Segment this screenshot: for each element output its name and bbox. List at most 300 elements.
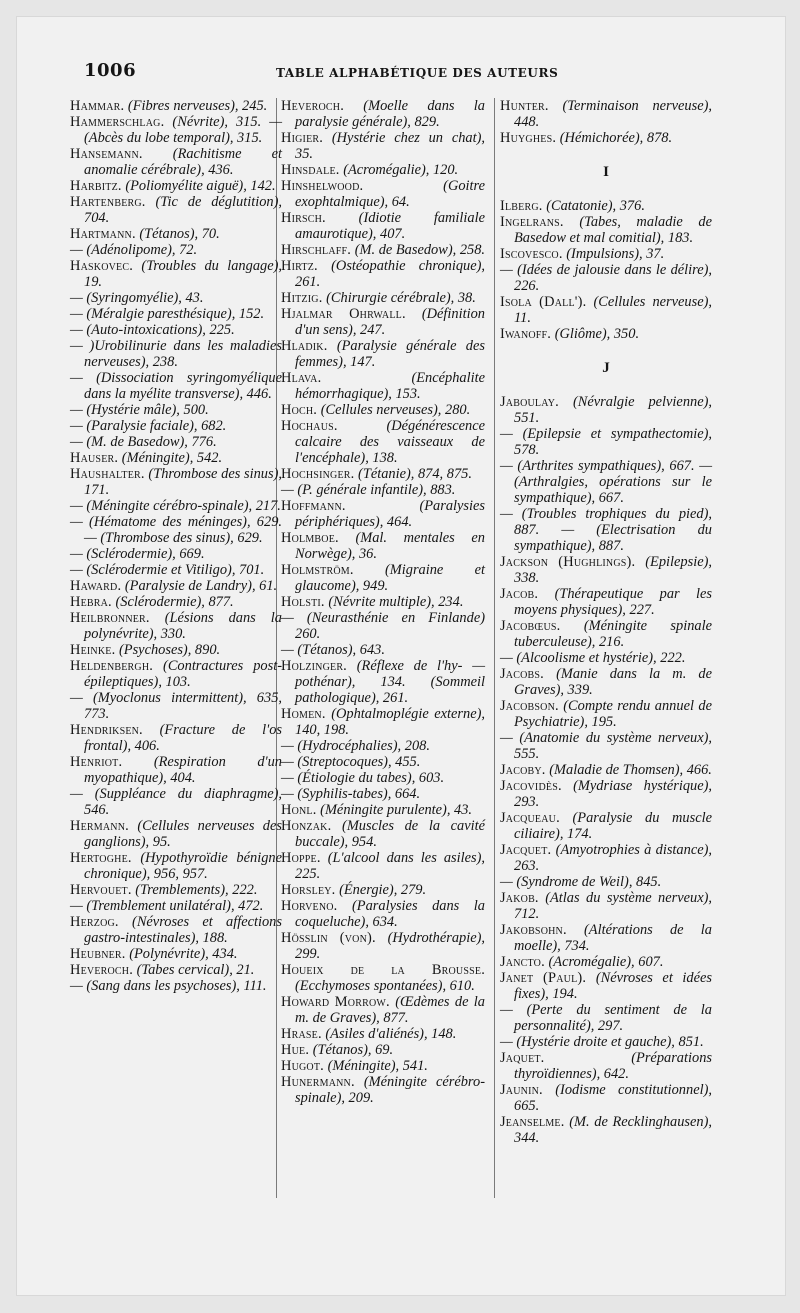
- entry-text: (Migraine et glaucome), 949.: [295, 562, 485, 594]
- author-name: Huyghes.: [500, 130, 557, 146]
- author-name: Heilbronner.: [70, 610, 150, 626]
- entry-text: (Goitre exophtalmique), 64.: [295, 178, 485, 210]
- index-entry: [500, 890, 712, 922]
- author-name: Jacquet.: [500, 842, 552, 858]
- index-entry: [281, 738, 485, 754]
- author-name: Horsley.: [281, 882, 336, 898]
- author-name: Honzak.: [281, 818, 332, 834]
- author-name: Janet (Paul).: [500, 970, 587, 986]
- section-letter: J: [602, 360, 610, 376]
- index-entry: [281, 658, 485, 706]
- entry-text: (Mal. mentales en Norwège), 36.: [295, 530, 485, 562]
- index-entry: [281, 594, 485, 610]
- index-entry: [281, 130, 485, 162]
- index-entry: [281, 338, 485, 370]
- page-number: 1006: [84, 60, 137, 81]
- index-entry: [500, 922, 712, 954]
- index-entry: [70, 658, 282, 690]
- index-entry: [281, 770, 485, 786]
- index-entry: [281, 754, 485, 770]
- author-name: Jacqueau.: [500, 810, 560, 826]
- author-name: Horveno.: [281, 898, 338, 914]
- author-name: Howard Morrow.: [281, 994, 390, 1010]
- entry-text: — (Hystérie mâle), 500.: [70, 402, 209, 418]
- entry-text: (Névrite), 315. — (Abcès du lobe temporal), 315.: [84, 114, 282, 146]
- entry-text: (Chirurgie cérébrale), 38.: [326, 290, 476, 306]
- entry-text: — (Méralgie paresthésique), 152.: [70, 306, 265, 322]
- index-entry: [281, 210, 485, 242]
- author-name: Hammar.: [70, 98, 125, 114]
- entry-text: — (Sclérodermie et Vitiligo), 701.: [70, 562, 265, 578]
- entry-text: — (Sclérodermie), 669.: [70, 546, 205, 562]
- entry-text: (Méningite), 541.: [327, 1058, 428, 1074]
- author-name: Hochsinger.: [281, 466, 355, 482]
- index-entry: [70, 450, 282, 466]
- entry-text: (Epilepsie), 338.: [514, 554, 712, 586]
- entry-text: (Iodisme constitutionnel), 665.: [514, 1082, 712, 1114]
- author-name: Ilberg.: [500, 198, 543, 214]
- author-name: Hinsdale.: [281, 162, 340, 178]
- entry-text: (Tétanie), 874, 875.: [358, 466, 472, 482]
- author-name: Jancto.: [500, 954, 545, 970]
- index-entry: [281, 994, 485, 1026]
- index-entry: [70, 546, 282, 562]
- index-entry: [281, 418, 485, 466]
- index-entry: [500, 778, 712, 810]
- index-entry: [500, 294, 712, 326]
- entry-text: — (Auto-intoxications), 225.: [70, 322, 235, 338]
- entry-text: (Compte rendu annuel de Psychiatrie), 195.: [514, 698, 712, 730]
- author-name: Hartmann.: [70, 226, 136, 242]
- index-entry: [500, 970, 712, 1002]
- entry-text: (Gliôme), 350.: [554, 326, 640, 342]
- entry-text: (Tabes cervical), 21.: [136, 962, 255, 978]
- entry-text: — (Syndrome de Weil), 845.: [500, 874, 662, 890]
- index-entry: [281, 818, 485, 850]
- index-entry: [70, 594, 282, 610]
- author-name: Houeix de la Brousse.: [281, 962, 485, 978]
- index-entry: [70, 498, 282, 514]
- index-entry: [500, 262, 712, 294]
- entry-text: — (Alcoolisme et hystérie), 222.: [500, 650, 686, 666]
- entry-text: — )Urobilinurie dans les maladies nerveuses), 238.: [70, 338, 282, 370]
- index-entry: [70, 962, 282, 978]
- author-name: Jacobœus.: [500, 618, 561, 634]
- index-entry: [500, 326, 712, 342]
- entry-text: — (Troubles trophiques du pied), 887. — (Electrisation du sympathique), 887.: [500, 506, 712, 554]
- entry-text: (Terminaison nerveuse), 448.: [514, 98, 712, 130]
- entry-text: (Hystérie chez un chat), 35.: [295, 130, 485, 162]
- index-entry: [500, 1050, 712, 1082]
- author-name: Hendriksen.: [70, 722, 143, 738]
- author-name: Ingelrans.: [500, 214, 564, 230]
- entry-text: (Hémichorée), 878.: [559, 130, 673, 146]
- author-name: Haskovec.: [70, 258, 134, 274]
- entry-text: — (Syringomyélie), 43.: [70, 290, 204, 306]
- entry-text: (Névroses et idées fixes), 194.: [514, 970, 712, 1002]
- index-entry: [70, 642, 282, 658]
- entry-text: (Fracture de l'os frontal), 406.: [84, 722, 282, 754]
- index-entry: [70, 114, 282, 146]
- index-entry: [70, 562, 282, 578]
- author-name: Hugot.: [281, 1058, 324, 1074]
- index-entry: [500, 762, 712, 778]
- author-name: Hervouet.: [70, 882, 132, 898]
- index-entry: [281, 98, 485, 130]
- entry-text: — (Paralysie faciale), 682.: [70, 418, 227, 434]
- author-name: Hunter.: [500, 98, 549, 114]
- index-entry: [500, 954, 712, 970]
- author-name: Hirtz.: [281, 258, 318, 274]
- entry-text: (Définition d'un sens), 247.: [295, 306, 485, 338]
- entry-text: (Catatonie), 376.: [546, 198, 645, 214]
- index-entry: [500, 1002, 712, 1034]
- index-entry: [281, 786, 485, 802]
- index-entry: [500, 394, 712, 426]
- entry-text: (Œdèmes de la m. de Graves), 877.: [295, 994, 485, 1026]
- entry-text: — (Sang dans les psychoses), 111.: [70, 978, 267, 994]
- entry-text: (Énergie), 279.: [339, 882, 427, 898]
- index-entry: [70, 98, 282, 114]
- author-name: Higier.: [281, 130, 324, 146]
- author-name: Honl.: [281, 802, 317, 818]
- entry-text: (Asiles d'aliénés), 148.: [325, 1026, 457, 1042]
- entry-text: (Psychoses), 890.: [119, 642, 221, 658]
- index-entry: [70, 722, 282, 754]
- index-entry: [70, 194, 282, 226]
- entry-text: (Méningite purulente), 43.: [320, 802, 473, 818]
- index-entry: [281, 962, 485, 994]
- index-entry: [500, 842, 712, 874]
- entry-text: (L'alcool dans les asiles), 225.: [295, 850, 485, 882]
- entry-text: (Acromégalie), 607.: [548, 954, 664, 970]
- author-name: Iwanoff.: [500, 326, 552, 342]
- author-name: Hartenberg.: [70, 194, 146, 210]
- index-entry: [281, 530, 485, 562]
- entry-text: (Hydrothérapie), 299.: [295, 930, 485, 962]
- author-name: Jacoby.: [500, 762, 546, 778]
- author-name: Jacobs.: [500, 666, 544, 682]
- index-entry: [70, 578, 282, 594]
- entry-text: (Névroses et affections gastro-intestinales), 188.: [84, 914, 282, 946]
- index-entry: [500, 246, 712, 262]
- index-entry: [281, 370, 485, 402]
- author-name: Hoch.: [281, 402, 318, 418]
- entry-text: (Paralysie du muscle ciliaire), 174.: [514, 810, 712, 842]
- entry-text: (Poliomyélite aiguë), 142.: [125, 178, 276, 194]
- index-entry: [70, 754, 282, 786]
- author-name: Hochaus.: [281, 418, 338, 434]
- index-entry: [281, 402, 485, 418]
- index-entry: [500, 98, 712, 130]
- entry-text: (Amyotrophies à distance), 263.: [514, 842, 712, 874]
- index-entry: [500, 698, 712, 730]
- index-entry: [70, 242, 282, 258]
- index-entry: [500, 1114, 712, 1146]
- index-entry: [500, 426, 712, 458]
- index-entry: [70, 402, 282, 418]
- index-entry: [70, 914, 282, 946]
- author-name: Jaunin.: [500, 1082, 543, 1098]
- index-entry: [500, 730, 712, 762]
- entry-text: (Cellules nerveuse), 11.: [514, 294, 712, 326]
- index-entry: [70, 146, 282, 178]
- entry-text: (M. de Recklinghausen), 344.: [514, 1114, 712, 1146]
- index-entry: [70, 786, 282, 818]
- index-entry: [500, 198, 712, 214]
- author-name: Isola (Dall').: [500, 294, 587, 310]
- index-entry: [281, 802, 485, 818]
- entry-text: (Sclérodermie), 877.: [115, 594, 234, 610]
- index-entry: [70, 290, 282, 306]
- author-name: Jacob.: [500, 586, 539, 602]
- index-entry: [70, 258, 282, 290]
- author-name: Heveroch.: [70, 962, 134, 978]
- author-name: Holzinger.: [281, 658, 347, 674]
- author-name: Henriot.: [70, 754, 123, 770]
- entry-text: — (Tétanos), 643.: [281, 642, 385, 658]
- index-entry: [281, 930, 485, 962]
- entry-text: (Cellules nerveuses), 280.: [320, 402, 471, 418]
- author-name: Hansemann.: [70, 146, 143, 162]
- entry-text: (Tabes, maladie de Basedow et mal comitial), 183.: [514, 214, 712, 246]
- entry-text: (Ophtalmoplégie externe), 140, 198.: [295, 706, 485, 738]
- index-entry: [281, 1026, 485, 1042]
- index-entry: [70, 882, 282, 898]
- index-entry: [500, 554, 712, 586]
- author-name: Hrase.: [281, 1026, 322, 1042]
- index-entry: [70, 178, 282, 194]
- author-name: Haushalter.: [70, 466, 145, 482]
- entry-text: (Tétanos), 69.: [312, 1042, 394, 1058]
- entry-text: (Méningite spinale tuberculeuse), 216.: [514, 618, 712, 650]
- author-name: Hirsch.: [281, 210, 326, 226]
- author-name: Heubner.: [70, 946, 126, 962]
- index-entry: [281, 706, 485, 738]
- entry-text: (Paralysie générale des femmes), 147.: [295, 338, 485, 370]
- author-name: Hertoghe.: [70, 850, 132, 866]
- section-letter: I: [603, 164, 609, 180]
- index-entry: [281, 882, 485, 898]
- entry-text: (Rachitisme et anomalie cérébrale), 436.: [84, 146, 282, 178]
- entry-text: (Polynévrite), 434.: [129, 946, 238, 962]
- entry-text: (Thrombose des sinus), 171.: [84, 466, 282, 498]
- index-entry: [500, 506, 712, 554]
- entry-text: (Troubles du langage), 19.: [84, 258, 282, 290]
- entry-text: — (Epilepsie et sympathectomie), 578.: [500, 426, 712, 458]
- index-entry: [500, 874, 712, 890]
- index-entry: [70, 466, 282, 498]
- entry-text: (Moelle dans la paralysie générale), 829.: [295, 98, 485, 130]
- author-name: Hirschlaff.: [281, 242, 352, 258]
- index-entry: [500, 666, 712, 698]
- author-name: Holsti.: [281, 594, 325, 610]
- index-entry: [70, 418, 282, 434]
- index-entry: [70, 978, 282, 994]
- entry-text: — (Suppléance du diaphragme), 546.: [70, 786, 282, 818]
- entry-text: — (Hydrocéphalies), 208.: [281, 738, 430, 754]
- author-name: Hösslin (von).: [281, 930, 376, 946]
- index-entry: [500, 458, 712, 506]
- author-name: Hauser.: [70, 450, 119, 466]
- index-entry: [70, 306, 282, 322]
- entry-text: — (Étiologie du tabes), 603.: [281, 770, 445, 786]
- index-entry: [70, 226, 282, 242]
- index-entry: [281, 1074, 485, 1106]
- entry-text: (Respiration d'un myopathique), 404.: [84, 754, 282, 786]
- author-name: Hermann.: [70, 818, 129, 834]
- author-name: Jacovidès.: [500, 778, 562, 794]
- index-entry: [281, 242, 485, 258]
- entry-text: — (P. générale infantile), 883.: [281, 482, 456, 498]
- author-name: Heldenbergh.: [70, 658, 154, 674]
- entry-text: — (Streptocoques), 455.: [281, 754, 421, 770]
- index-entry: [500, 650, 712, 666]
- entry-text: (Préparations thyroïdiennes), 642.: [514, 1050, 712, 1082]
- entry-text: — (M. de Basedow), 776.: [70, 434, 217, 450]
- author-name: Harbitz.: [70, 178, 122, 194]
- author-name: Hlava.: [281, 370, 322, 386]
- entry-text: (Manie dans la m. de Graves), 339.: [514, 666, 712, 698]
- author-name: Hammerschlag.: [70, 114, 165, 130]
- entry-text: — (Adénolipome), 72.: [70, 242, 198, 258]
- entry-text: (Mydriase hystérique), 293.: [514, 778, 712, 810]
- author-name: Hjalmar Ohrwall.: [281, 306, 406, 322]
- index-entry: [70, 946, 282, 962]
- entry-text: — (Hystérie droite et gauche), 851.: [500, 1034, 704, 1050]
- index-entry: [281, 850, 485, 882]
- entry-text: (Dégénérescence calcaire des vaisseaux de l'encéphale), 138.: [295, 418, 485, 466]
- author-name: Holmboe.: [281, 530, 339, 546]
- index-entry: [281, 258, 485, 290]
- author-name: Jeanselme.: [500, 1114, 565, 1130]
- entry-text: (Cellules nerveuses des ganglions), 95.: [84, 818, 282, 850]
- author-name: Herzog.: [70, 914, 119, 930]
- author-name: Hebra.: [70, 594, 112, 610]
- author-name: Hoffmann.: [281, 498, 346, 514]
- entry-text: (Tremblements), 222.: [135, 882, 258, 898]
- index-entry: [500, 130, 712, 146]
- index-entry: [281, 290, 485, 306]
- entry-text: (Lésions dans la polynévrite), 330.: [84, 610, 282, 642]
- entry-text: (Méningite cérébro-spinale), 209.: [295, 1074, 485, 1106]
- entry-text: — (Tremblement unilatéral), 472.: [70, 898, 264, 914]
- author-name: Jaquet.: [500, 1050, 545, 1066]
- author-name: Hue.: [281, 1042, 310, 1058]
- author-name: Jakob.: [500, 890, 539, 906]
- entry-text: (Acromégalie), 120.: [343, 162, 459, 178]
- entry-text: — (Idées de jalousie dans le délire), 226.: [500, 262, 712, 294]
- entry-text: (Paralysies dans la coqueluche), 634.: [295, 898, 485, 930]
- running-head: TABLE ALPHABÉTIQUE DES AUTEURS: [276, 66, 559, 80]
- author-name: Hoppe.: [281, 850, 321, 866]
- index-entry: [281, 898, 485, 930]
- entry-text: (Idiotie familiale amaurotique), 407.: [295, 210, 485, 242]
- author-name: Homen.: [281, 706, 326, 722]
- entry-text: (Réflexe de l'hy- — pothénar), 134. (Sommeil pathologique), 261.: [295, 658, 485, 706]
- index-entry: [70, 898, 282, 914]
- index-entry: [281, 306, 485, 338]
- index-entry: [281, 1058, 485, 1074]
- entry-text: — (Hématome des méninges), 629. — (Thrombose des sinus), 629.: [70, 514, 282, 546]
- entry-text: — (Méningite cérébro-spinale), 217.: [70, 498, 281, 514]
- author-name: Heveroch.: [281, 98, 345, 114]
- entry-text: — (Arthrites sympathiques), 667. — (Arthralgies, opérations sur le sympathique), 667.: [500, 458, 712, 506]
- index-entry: [70, 818, 282, 850]
- author-name: Hinshelwood.: [281, 178, 364, 194]
- index-column-1: [70, 98, 282, 994]
- entry-text: (Ostéopathie chronique), 261.: [295, 258, 485, 290]
- index-entry: [281, 482, 485, 498]
- entry-text: — (Perte du sentiment de la personnalité), 297.: [500, 1002, 712, 1034]
- index-entry: [281, 562, 485, 594]
- entry-text: — (Anatomie du système nerveux), 555.: [500, 730, 712, 762]
- entry-text: (Thérapeutique par les moyens physiques), 227.: [514, 586, 712, 618]
- entry-text: — (Neurasthénie en Finlande) 260.: [281, 610, 485, 642]
- index-entry: [281, 642, 485, 658]
- index-entry: [281, 178, 485, 210]
- index-column-3: [500, 98, 712, 1146]
- entry-text: — (Dissociation syringomyélique dans la myélite transverse), 446.: [70, 370, 282, 402]
- author-name: Hitzig.: [281, 290, 323, 306]
- entry-text: (Paralysies périphériques), 464.: [295, 498, 485, 530]
- entry-text: (Tétanos), 70.: [139, 226, 220, 242]
- entry-text: (Maladie de Thomsen), 466.: [549, 762, 712, 778]
- author-name: Jakobsohn.: [500, 922, 567, 938]
- entry-text: (Impulsions), 37.: [566, 246, 665, 262]
- author-name: Jaboulay.: [500, 394, 559, 410]
- entry-text: (Névralgie pelvienne), 551.: [514, 394, 712, 426]
- index-entry: [70, 690, 282, 722]
- index-entry: [281, 498, 485, 530]
- index-entry: [500, 1034, 712, 1050]
- index-entry: [70, 338, 282, 370]
- page-header: [84, 60, 774, 88]
- author-name: Jackson (Hughlings).: [500, 554, 636, 570]
- index-entry: [70, 514, 282, 546]
- index-entry: [500, 214, 712, 246]
- index-column-2: [281, 98, 485, 1106]
- author-name: Hunermann.: [281, 1074, 355, 1090]
- index-entry: [70, 322, 282, 338]
- author-name: Holmström.: [281, 562, 354, 578]
- index-entry: [500, 586, 712, 618]
- entry-text: (Paralysie de Landry), 61.: [124, 578, 278, 594]
- entry-text: (Méningite), 542.: [121, 450, 223, 466]
- column-divider: [494, 98, 495, 1198]
- index-entry: [70, 850, 282, 882]
- entry-text: (Contractures post-épileptiques), 103.: [84, 658, 282, 690]
- entry-text: (Encéphalite hémorrhagique), 153.: [295, 370, 485, 402]
- entry-text: (M. de Basedow), 258.: [354, 242, 486, 258]
- author-name: Hladik.: [281, 338, 328, 354]
- entry-text: (Fibres nerveuses), 245.: [127, 98, 268, 114]
- index-entry: [500, 618, 712, 650]
- index-entry: [281, 610, 485, 642]
- index-entry: [281, 466, 485, 482]
- index-entry: [281, 162, 485, 178]
- entry-text: (Ecchymoses spontanées), 610.: [295, 978, 475, 994]
- entry-text: (Altérations de la moelle), 734.: [514, 922, 712, 954]
- author-name: Haward.: [70, 578, 122, 594]
- entry-text: — (Myoclonus intermittent), 635, 773.: [70, 690, 282, 722]
- entry-text: — (Syphilis-tabes), 664.: [281, 786, 421, 802]
- author-name: Heinke.: [70, 642, 116, 658]
- entry-text: (Muscles de la cavité buccale), 954.: [295, 818, 485, 850]
- entry-text: (Hypothyroïdie bénigne chronique), 956, 957.: [84, 850, 282, 882]
- author-name: Iscovesco.: [500, 246, 563, 262]
- index-entry: [281, 1042, 485, 1058]
